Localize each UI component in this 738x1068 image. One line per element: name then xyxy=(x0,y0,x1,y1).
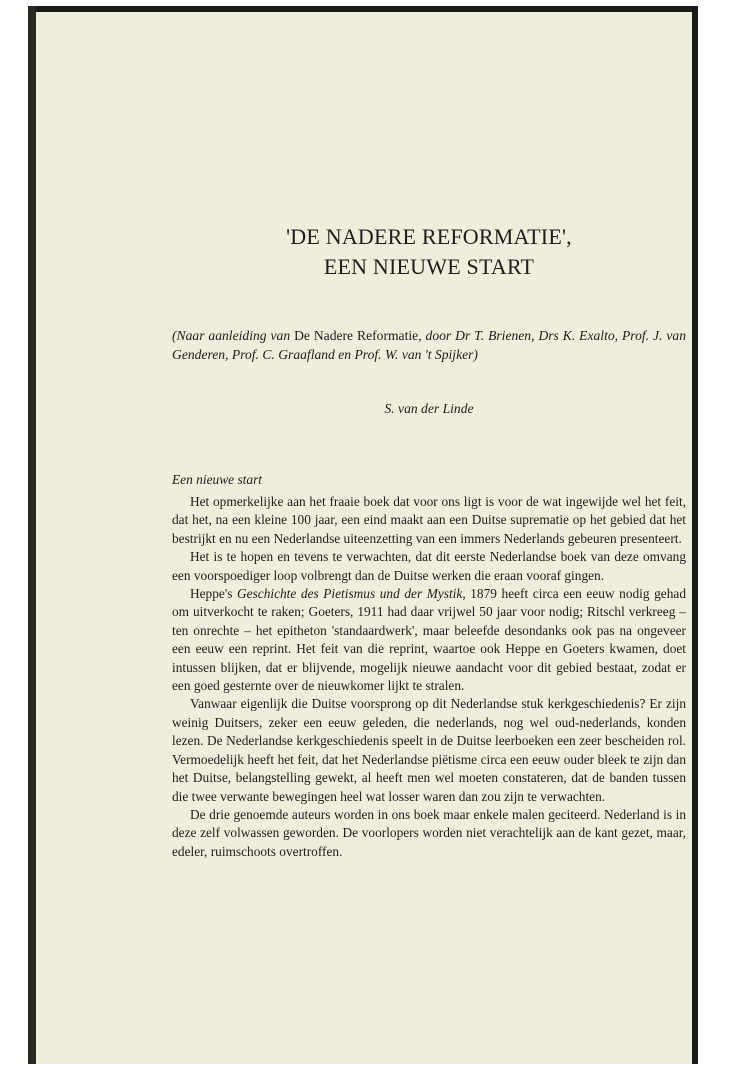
paragraph-1: Het opmerkelijke aan het fraaie boek dat voor ons ligt is voor de wat ingewijde wel het feit, dat het, na een kleine 100 jaar, een eind maakt aan een Duitse suprematie op het gebied dat het bestrijkt en nu een Nederlandse uiteenzetting van een immers Nederlands gebeuren presenteert. xyxy=(172,494,686,546)
article-title xyxy=(172,222,686,282)
scan-edge-right xyxy=(692,6,698,1064)
paragraph-3 xyxy=(172,585,686,695)
scan-edge-left xyxy=(28,6,36,1064)
page-sheet xyxy=(36,12,692,1064)
paragraph-2: Het is te hopen en tevens te verwachten, dat dit eerste Nederlandse boek van deze omvang een voorspoediger loop volbrengt dan de Duitse werken die eraan vooraf gingen. xyxy=(172,549,686,583)
paragraph-5: De drie genoemde auteurs worden in ons boek maar enkele malen geciteerd. Nederland is in deze zelf volwassen geworden. De voorlopers worden niet verachtelijk aan de kant gezet, maar, edeler, ruimschoots overtroffen. xyxy=(172,806,686,859)
article-subtitle xyxy=(172,326,686,364)
subtitle-authors: , door Dr T. Brienen, Drs K. Exalto, Prof. J. van Genderen, Prof. C. Graafland en Prof. W. van 't Spijker) xyxy=(172,328,686,362)
subtitle-book-title: De Nadere Reformatie xyxy=(294,328,419,343)
cited-book-title: Geschichte des Pietismus und der Mystik xyxy=(237,586,463,602)
paragraph-3-rest: , 1879 heeft circa een eeuw nodig gehad om uitverkocht te raken; Goeters, 1911 had daar vrijwel 50 jaar voor nodig; Ritschl verkreeg – ten onrechte – het epitheton 'standaardwerk', maar beleefde desondanks ook pas na ongeveer een eeuw een reprint. Het feit van die reprint, waartoe ook Heppe en Goeters kwamen, doet intussen blijken, dat er blijvende, mogelijk nieuwe aandacht voor dit gebied bestaat, zodat er een goed gesternte over de nieuwkomer lijkt te stralen. xyxy=(172,586,686,694)
paragraph-4: Vanwaar eigenlijk die Duitse voorsprong op dit Nederlandse stuk kerkgeschiedenis? Er zijn weinig Duitsers, zeker een eeuw geleden, die nederlands, nog wel oud-nederlands, konden lezen. De Nederlandse kerkgeschiedenis speelt in de Duitse leerboeken een zeer bescheiden rol. Vermoedelijk heeft het feit, dat het Nederlandse piëtisme circa een eeuw ouder bleek te zijn dan het Duitse, belangstelling gewekt, al heeft men wel moeten constateren, dat de banden tussen die twee verwante bewegingen heel wat losser waren dan zou zijn te verwachten. xyxy=(172,696,686,804)
section-heading: Een nieuwe start xyxy=(172,472,263,487)
article-author: S. van der Linde xyxy=(384,401,474,416)
title-line-2: EEN NIEUWE START xyxy=(323,254,535,279)
subtitle-open: (Naar aanleiding van xyxy=(172,328,295,343)
title-line-1: 'DE NADERE REFORMATIE', xyxy=(286,224,572,249)
article-body xyxy=(172,493,686,861)
paragraph-3-start: Heppe's xyxy=(190,586,238,602)
